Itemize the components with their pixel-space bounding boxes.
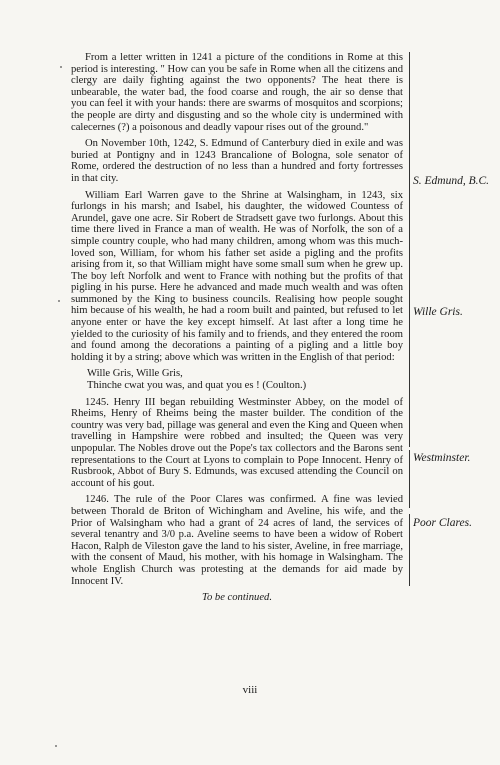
page-number: viii	[242, 684, 258, 696]
paragraph-warren: William Earl Warren gave to the Shrine at Walsingham, in 1243, six furlongs in his marsh; and Isabel, his daughter, the widowed Countess of Arundel, gave one acre. Sir Robert de Stradsett gave two furlongs. About this time there lived in France a man of wealth. He was of Norfolk, the son of a simple country couple, who had many children, among whom was this much-loved son, William, for whom his father set aside a pigling and the profits arising from it, so that William might have some small sum when he grew up. The boy left Norfolk and went to France with nothing but the profits of that pigling in his purse. Here he advanced and made much wealth and was often summoned by the King to business councils. Realising how people sought him because of his wealth, he had a room built and painted, but refused to let anyone enter or have the key except himself. At last after a long time he yielded to the curiosity of his family and to friends, and they entered the room and found among the decorations a painting of a pigling and a little boy holding it by a string; above which was written in the English of that period:	[71, 189, 403, 363]
margin-rule-upper	[409, 52, 410, 447]
paragraph-1246: 1246. The rule of the Poor Clares was confirmed. A fine was levied between Thorald de Briton of Wichingham and Aveline, his wife, and the Prior of Walsingham who had a grant of 24 acres of land, the services of several tenantry and 3/0 p.a. Aveline seems to have been a widow of Robert Hacon, Ralph de Vileston gave the land to his sister, Aveline, in free marriage, with the consent of Maud, his mother, with his homage in Walsingham. The whole English Church was protesting at the demands for aid made by Innocent IV.	[71, 494, 403, 587]
paragraph-edmund: On November 10th, 1242, S. Edmund of Canterbury died in exile and was buried at Pontigny and in 1243 Brancalione of Bologna, sole senator of Rome, ordered the destruction of no less than a hundred and forty fortresses in that city.	[71, 138, 403, 184]
paragraph-1245: 1245. Henry III began rebuilding Westminster Abbey, on the model of Rheims, Henry of Rheims being the master builder. The condition of the country was very bad, pillage was general and even the King and Queen when travelling in Hampshire were robbed and insulted; the Queen was very unpopular. The Nobles drove out the Pope's tax collectors and the Barons sent representations to the Court at Lyons to complain to Pope Innocent. Henry of Rusbrook, Abbot of Bury S. Edmunds, was excused attending the Council on account of his gout.	[71, 396, 403, 489]
margin-note-wille-gris: Wille Gris.	[413, 306, 463, 318]
main-text-column	[71, 52, 403, 609]
margin-rule-lower	[409, 514, 410, 586]
margin-note-poor-clares: Poor Clares.	[413, 517, 472, 529]
paragraph-rome-letter: From a letter written in 1241 a picture of the conditions in Rome at this period is interesting. " How can you be safe in Rome when all the citizens and clergy are daily fighting against the two opponents? The heat there is unbearable, the water bad, the food coarse and rough, the air so dense that you can feel it with your hands: there are swarms of mosquitos and scorpions; the people are dirty and disgusting and so the whole city is undermined with calecernes (?) a poisonous and deadly vapour rises out of the ground."	[71, 52, 403, 133]
poem-line-1: Wille Gris, Wille Gris,	[87, 368, 183, 380]
margin-rule-middle	[409, 450, 410, 508]
margin-note-westminster: Westminster.	[413, 452, 471, 464]
scan-speck	[60, 66, 62, 68]
scan-speck	[55, 745, 57, 747]
to-be-continued: To be continued.	[202, 592, 272, 604]
margin-note-edmund: S. Edmund, B.C.	[413, 175, 490, 187]
scan-speck	[58, 300, 60, 302]
poem-line-2: Thinche cwat you was, and quat you es ! (Coulton.)	[87, 380, 307, 392]
